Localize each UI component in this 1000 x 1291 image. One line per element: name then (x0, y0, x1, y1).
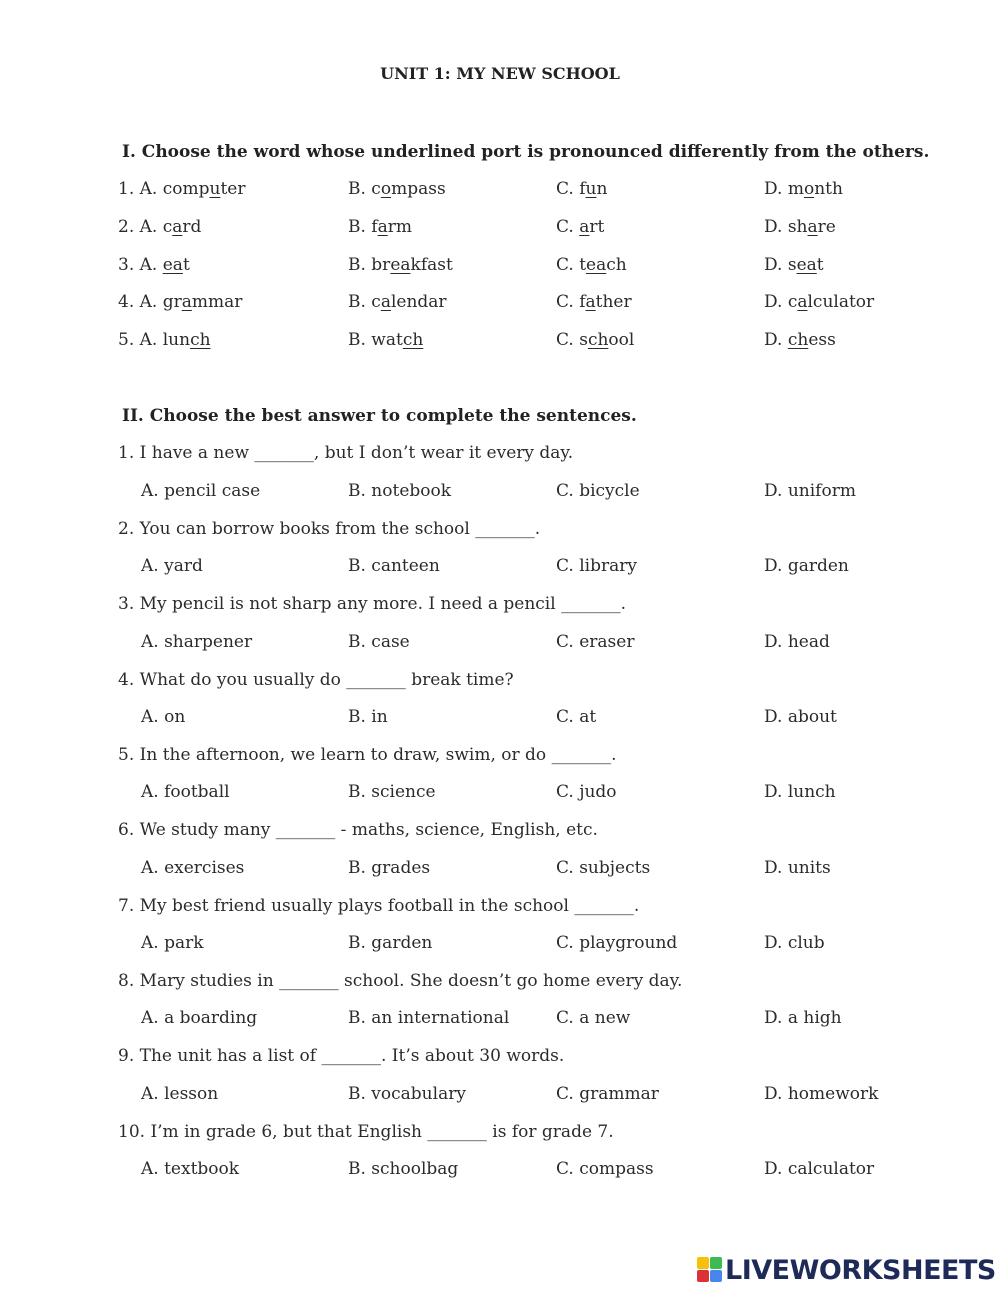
underlined-letters: o (803, 179, 815, 199)
underlined-letters: a (797, 292, 808, 312)
answer-option-c[interactable]: C. bicycle (556, 481, 640, 501)
underlined-letters: a (380, 292, 391, 312)
answer-options-row (0, 1008, 1000, 1032)
answer-option-d[interactable]: D. uniform (764, 481, 856, 501)
page-title: UNIT 1: MY NEW SCHOOL (380, 64, 620, 83)
answer-option-a[interactable]: A. pencil case (141, 481, 261, 501)
answer-option-a[interactable]: A. textbook (141, 1159, 240, 1179)
underlined-letters: a (585, 292, 596, 312)
question-text (0, 745, 1000, 769)
underlined-letters: ch (402, 330, 424, 350)
question-number: 2. (118, 217, 135, 237)
answer-options-row (0, 632, 1000, 656)
option-text: mpass (391, 179, 446, 199)
question-sentence: 9. The unit has a list of _______. It’s about 30 words. (118, 1046, 565, 1066)
option-text: rd (182, 217, 202, 237)
option-b[interactable] (348, 179, 446, 199)
question-number: 3. (118, 255, 135, 275)
pronunciation-row (0, 217, 1000, 241)
question-sentence: 5. In the afternoon, we learn to draw, swim, or do _______. (118, 745, 617, 765)
answer-option-d[interactable]: D. about (764, 707, 837, 727)
answer-option-b[interactable]: B. science (348, 782, 436, 802)
answer-option-b[interactable]: B. an international (348, 1008, 510, 1028)
option-text: A. lun (139, 330, 191, 350)
answer-options-row (0, 481, 1000, 505)
option-text: A. gr (139, 292, 182, 312)
question-text (0, 519, 1000, 543)
question-text (0, 1122, 1000, 1146)
option-text: mmar (191, 292, 243, 312)
option-c[interactable] (556, 179, 607, 199)
option-text: B. c (348, 179, 381, 199)
question-sentence: 8. Mary studies in _______ school. She doesn’t go home every day. (118, 971, 683, 991)
option-text: D. c (764, 292, 798, 312)
option-d[interactable] (764, 179, 843, 199)
underlined-letters: ea (390, 255, 411, 275)
underlined-letters: u (209, 179, 221, 199)
option-text: B. wat (348, 330, 403, 350)
option-text: rt (589, 217, 605, 237)
answer-option-c[interactable]: C. library (556, 556, 637, 576)
answer-option-c[interactable]: C. judo (556, 782, 617, 802)
option-text: ch (606, 255, 627, 275)
answer-option-b[interactable]: B. schoolbag (348, 1159, 459, 1179)
option-a[interactable] (118, 292, 242, 312)
logo-badge-square (710, 1270, 722, 1282)
option-text: n (596, 179, 608, 199)
section2-heading: II. Choose the best answer to complete the sentences. (122, 406, 637, 426)
question-sentence: 4. What do you usually do _______ break time? (118, 670, 514, 690)
answer-option-b[interactable]: B. vocabulary (348, 1084, 466, 1104)
option-text: D. s (764, 255, 797, 275)
option-b[interactable] (348, 292, 447, 312)
question-text (0, 443, 1000, 467)
question-text (0, 594, 1000, 618)
option-text: A. (139, 255, 163, 275)
question-sentence: 3. My pencil is not sharp any more. I need a pencil _______. (118, 594, 626, 614)
option-d[interactable] (764, 292, 874, 312)
answer-options-row (0, 1159, 1000, 1183)
answer-options-row (0, 782, 1000, 806)
underlined-letters: a (579, 217, 590, 237)
option-text: lculator (807, 292, 875, 312)
option-text: kfast (410, 255, 453, 275)
answer-option-b[interactable]: B. garden (348, 933, 433, 953)
option-text: t (816, 255, 824, 275)
answer-options-row (0, 933, 1000, 957)
question-number: 4. (118, 292, 135, 312)
question-text (0, 896, 1000, 920)
pronunciation-row (0, 179, 1000, 203)
question-text (0, 670, 1000, 694)
answer-option-a[interactable]: A. sharpener (141, 632, 253, 652)
question-text (0, 971, 1000, 995)
option-text: C. f (556, 179, 586, 199)
option-c[interactable] (556, 330, 634, 350)
answer-option-c[interactable]: C. grammar (556, 1084, 659, 1104)
answer-option-a[interactable]: A. yard (141, 556, 203, 576)
option-c[interactable] (556, 292, 632, 312)
question-text (0, 820, 1000, 844)
question-sentence: 6. We study many _______ - maths, science, English, etc. (118, 820, 598, 840)
option-text: D. sh (764, 217, 808, 237)
underlined-letters: ch (587, 330, 609, 350)
option-b[interactable] (348, 217, 412, 237)
answer-option-b[interactable]: B. in (348, 707, 388, 727)
underlined-letters: u (585, 179, 597, 199)
answer-options-row (0, 556, 1000, 580)
logo-badge-square (697, 1270, 709, 1282)
pronunciation-row (0, 330, 1000, 354)
option-text: A. comp (139, 179, 210, 199)
section1-heading: I. Choose the word whose underlined port is pronounced differently from the others. (122, 142, 930, 162)
option-a[interactable] (118, 255, 190, 275)
answer-option-a[interactable]: A. on (141, 707, 186, 727)
answer-option-d[interactable]: D. head (764, 632, 830, 652)
question-sentence: 2. You can borrow books from the school _______. (118, 519, 541, 539)
option-text: re (817, 217, 836, 237)
answer-option-a[interactable]: A. park (141, 933, 204, 953)
answer-option-d[interactable]: D. club (764, 933, 825, 953)
option-a[interactable] (118, 330, 211, 350)
pronunciation-row (0, 292, 1000, 316)
option-text: A. c (139, 217, 173, 237)
option-text: B. br (348, 255, 391, 275)
answer-option-d[interactable]: D. homework (764, 1084, 879, 1104)
option-d[interactable] (764, 255, 824, 275)
option-text: nth (814, 179, 843, 199)
option-text: ter (220, 179, 246, 199)
answer-option-d[interactable]: D. lunch (764, 782, 836, 802)
answer-option-d[interactable]: D. units (764, 858, 831, 878)
option-text: D. (764, 330, 788, 350)
answer-option-b[interactable]: B. case (348, 632, 410, 652)
option-text: ool (608, 330, 635, 350)
underlined-letters: a (181, 292, 192, 312)
liveworksheets-logo (697, 1255, 997, 1285)
question-number: 5. (118, 330, 135, 350)
underlined-letters: ch (787, 330, 809, 350)
answer-option-a[interactable]: A. lesson (141, 1084, 219, 1104)
answer-option-b[interactable]: B. canteen (348, 556, 440, 576)
option-d[interactable] (764, 330, 836, 350)
answer-option-c[interactable]: C. at (556, 707, 597, 727)
answer-option-a[interactable]: A. exercises (141, 858, 245, 878)
pronunciation-row (0, 255, 1000, 279)
logo-badge-icon (697, 1257, 723, 1283)
answer-option-a[interactable]: A. football (141, 782, 230, 802)
option-a[interactable] (118, 179, 245, 199)
option-text: lendar (390, 292, 447, 312)
question-sentence: 7. My best friend usually plays football in the school _______. (118, 896, 640, 916)
option-text: C. s (556, 330, 588, 350)
option-text: ess (808, 330, 836, 350)
option-b[interactable] (348, 255, 453, 275)
question-sentence: 1. I have a new _______, but I don’t wear it every day. (118, 443, 574, 463)
option-c[interactable] (556, 255, 627, 275)
answer-options-row (0, 858, 1000, 882)
underlined-letters: ea (796, 255, 817, 275)
logo-text: LIVEWORKSHEETS (725, 1255, 996, 1286)
underlined-letters: ea (162, 255, 183, 275)
option-text: C. t (556, 255, 587, 275)
answer-option-d[interactable]: D. a high (764, 1008, 842, 1028)
answer-option-c[interactable]: C. playground (556, 933, 678, 953)
option-text: rm (387, 217, 412, 237)
option-c[interactable] (556, 217, 604, 237)
option-text: B. f (348, 217, 378, 237)
option-text: ther (595, 292, 632, 312)
answer-options-row (0, 1084, 1000, 1108)
answer-options-row (0, 707, 1000, 731)
answer-option-c[interactable]: C. eraser (556, 632, 635, 652)
underlined-letters: ch (190, 330, 211, 350)
underlined-letters: a (172, 217, 183, 237)
underlined-letters: a (807, 217, 818, 237)
answer-option-b[interactable]: B. grades (348, 858, 431, 878)
underlined-letters: a (377, 217, 388, 237)
option-text: t (182, 255, 190, 275)
logo-badge-square (710, 1257, 722, 1269)
question-sentence: 10. I’m in grade 6, but that English _______ is for grade 7. (118, 1122, 614, 1142)
option-a[interactable] (118, 217, 201, 237)
answer-option-b[interactable]: B. notebook (348, 481, 452, 501)
option-d[interactable] (764, 217, 836, 237)
answer-option-a[interactable]: A. a boarding (141, 1008, 258, 1028)
logo-badge-square (697, 1257, 709, 1269)
option-text: D. m (764, 179, 804, 199)
answer-option-d[interactable]: D. garden (764, 556, 849, 576)
underlined-letters: ea (586, 255, 607, 275)
question-number: 1. (118, 179, 135, 199)
answer-option-c[interactable]: C. compass (556, 1159, 654, 1179)
answer-option-d[interactable]: D. calculator (764, 1159, 875, 1179)
option-text: C. (556, 217, 580, 237)
answer-option-c[interactable]: C. subjects (556, 858, 651, 878)
option-b[interactable] (348, 330, 423, 350)
answer-option-c[interactable]: C. a new (556, 1008, 631, 1028)
underlined-letters: o (380, 179, 392, 199)
option-text: C. f (556, 292, 586, 312)
question-text (0, 1046, 1000, 1070)
option-text: B. c (348, 292, 381, 312)
